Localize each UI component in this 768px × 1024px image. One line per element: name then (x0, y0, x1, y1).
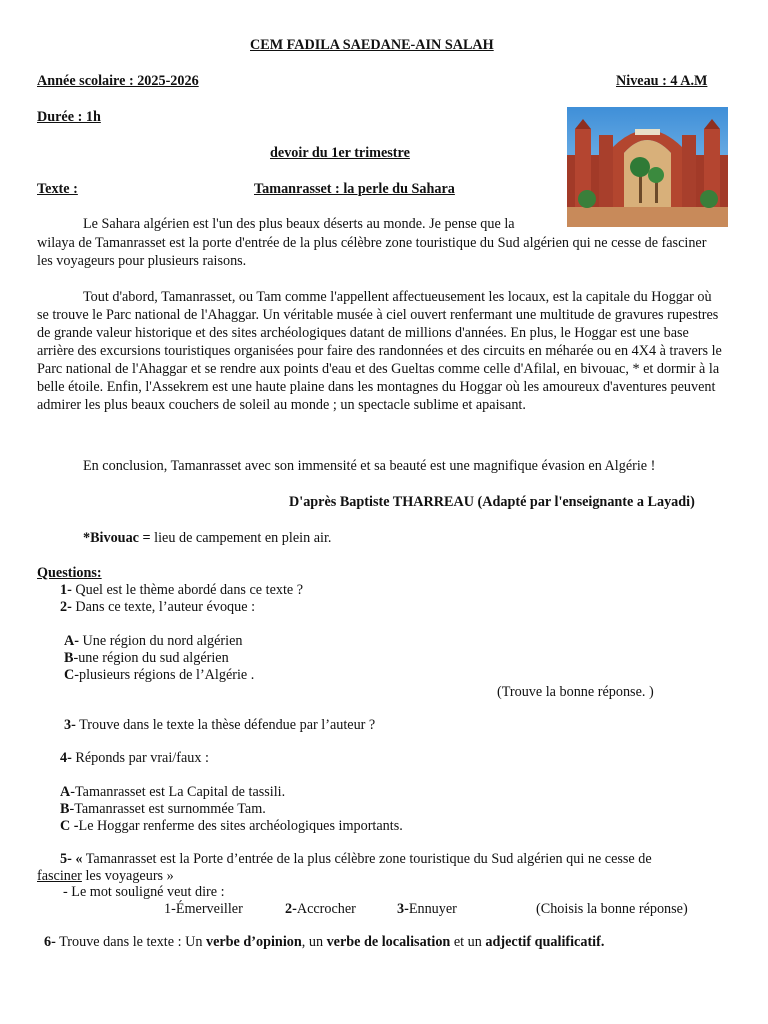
school-name: CEM FADILA SAEDANE-AIN SALAH (250, 37, 494, 53)
question-4-item-c (60, 817, 403, 835)
question-4-number: 4- (60, 750, 72, 766)
question-4-text: Réponds par vrai/faux : (71, 750, 209, 766)
text-source: D'après Baptiste THARREAU (Adapté par l'enseignante a Layadi) (289, 494, 695, 510)
question-5-option-3 (397, 900, 457, 918)
option-text: -une région du sud algérien (73, 650, 229, 666)
question-5-prompt: - Le mot souligné veut dire : (63, 884, 225, 900)
question-5-option-2 (285, 900, 356, 918)
option-letter: B (64, 650, 74, 666)
question-5-number: 5- « (60, 851, 83, 867)
item-text: -Tamanrasset est surnommée Tam. (69, 801, 266, 817)
text-title: Tamanrasset : la perle du Sahara (254, 181, 455, 197)
question-5-quote-end: les voyageurs » (81, 868, 174, 884)
option-text: Ennuyer (408, 901, 457, 917)
question-1 (60, 581, 303, 599)
question-5-quote: Tamanrasset est la Porte d’entrée de la plus célèbre zone touristique du Sud algérien qui ne cesse de (82, 851, 652, 867)
underlined-word: fasciner (37, 868, 82, 884)
item-text: -Tamanrasset est La Capital de tassili. (70, 784, 286, 800)
question-5-option-1 (164, 900, 243, 918)
question-5-instruction: (Choisis la bonne réponse) (536, 901, 688, 917)
paragraph-3: En conclusion, Tamanrasset avec son immensité et sa beauté est une magnifique évasion en Algérie ! (83, 458, 656, 474)
question-3-text: Trouve dans le texte la thèse défendue par l’auteur ? (75, 717, 376, 733)
question-1-number: 1- (60, 582, 72, 598)
question-6-term-2: verbe de localisation (326, 934, 451, 950)
item-letter: C - (60, 818, 79, 834)
option-number: 2- (285, 901, 297, 917)
question-2 (60, 598, 255, 616)
question-6-number: 6- (44, 934, 56, 950)
item-text: Le Hoggar renferme des sites archéologiques importants. (78, 818, 403, 834)
option-text: Une région du nord algérien (78, 633, 243, 649)
question-2-text: Dans ce texte, l’auteur évoque : (71, 599, 256, 615)
item-letter: A (60, 784, 71, 800)
option-text: Accrocher (296, 901, 356, 917)
paragraph-1-rest: wilaya de Tamanrasset est la porte d'entrée de la plus célèbre zone touristique du Sud algérien qui ne cesse de fasciner les voyageurs pour plusieurs raisons. (37, 235, 707, 269)
school-year: Année scolaire : 2025-2026 (37, 73, 199, 89)
question-6-period: . (600, 934, 605, 950)
question-2-number: 2- (60, 599, 72, 615)
paragraph-2: Tout d'abord, Tamanrasset, ou Tam comme l'appellent affectueusement les locaux, est la capitale du Hoggar où se trouve le Parc national de l'Ahaggar. Un véritable musée à ciel ouvert renfermant une multitude de gravures rupestres de grande valeur historique et des sites archéologiques datant de millions d'années. En plus, le Hoggar est une base arrière des excursions touristiques organisées pour faire des randonnées et des circuits en méharée ou en 4X4 à travers le Parc national de l'Ahaggar et se rendre aux points d'eau et des Gueltas comme celle d'Afilal, en bivouac, * et dormir à la belle étoile. Enfin, l'Assekrem est une haute plaine dans les montagnes du Hoggar où les amoureux d'aventures peuvent admirer les plus beaux couchers de soleil au monde ; un spectacle sublime et apaisant. (37, 289, 722, 413)
option-text: -plusieurs régions de l’Algérie . (74, 667, 255, 683)
question-2-instruction: (Trouve la bonne réponse. ) (497, 684, 654, 700)
question-2-option-c (64, 666, 254, 684)
tamanrasset-gate-image (567, 107, 728, 227)
item-letter: B (60, 801, 70, 817)
question-3-number: 3- (64, 717, 76, 733)
footnote (83, 529, 331, 547)
question-4-item-b (60, 800, 266, 818)
exam-duration: Durée : 1h (37, 109, 101, 125)
question-6 (44, 933, 604, 951)
question-6-term-3: adjectif qualificatif (485, 934, 601, 950)
question-2-option-b (64, 649, 229, 667)
question-1-text: Quel est le thème abordé dans ce texte ? (71, 582, 304, 598)
question-6-text: et un (450, 934, 486, 950)
question-3 (64, 716, 375, 734)
option-letter: C (64, 667, 75, 683)
exam-title: devoir du 1er trimestre (270, 145, 410, 161)
question-6-text: , un (301, 934, 327, 950)
question-4-item-a (60, 783, 285, 801)
option-text: Émerveiller (175, 901, 243, 917)
footnote-term: *Bivouac = (83, 530, 155, 546)
paragraph-1-first-line: Le Sahara algérien est l'un des plus beaux déserts au monde. Je pense que la (83, 216, 515, 232)
question-6-term-1: verbe d’opinion (205, 934, 302, 950)
question-6-text: Trouve dans le texte : Un (55, 934, 206, 950)
footnote-definition: lieu de campement en plein air. (154, 530, 332, 546)
option-number: 3- (397, 901, 409, 917)
questions-heading: Questions: (37, 565, 102, 581)
question-4 (60, 749, 209, 767)
question-2-option-a (64, 632, 242, 650)
class-level: Niveau : 4 A.M (616, 73, 708, 89)
question-5-line-1 (60, 850, 652, 868)
text-label: Texte : (37, 181, 78, 197)
option-number: 1- (164, 901, 176, 917)
option-letter: A- (64, 633, 79, 649)
